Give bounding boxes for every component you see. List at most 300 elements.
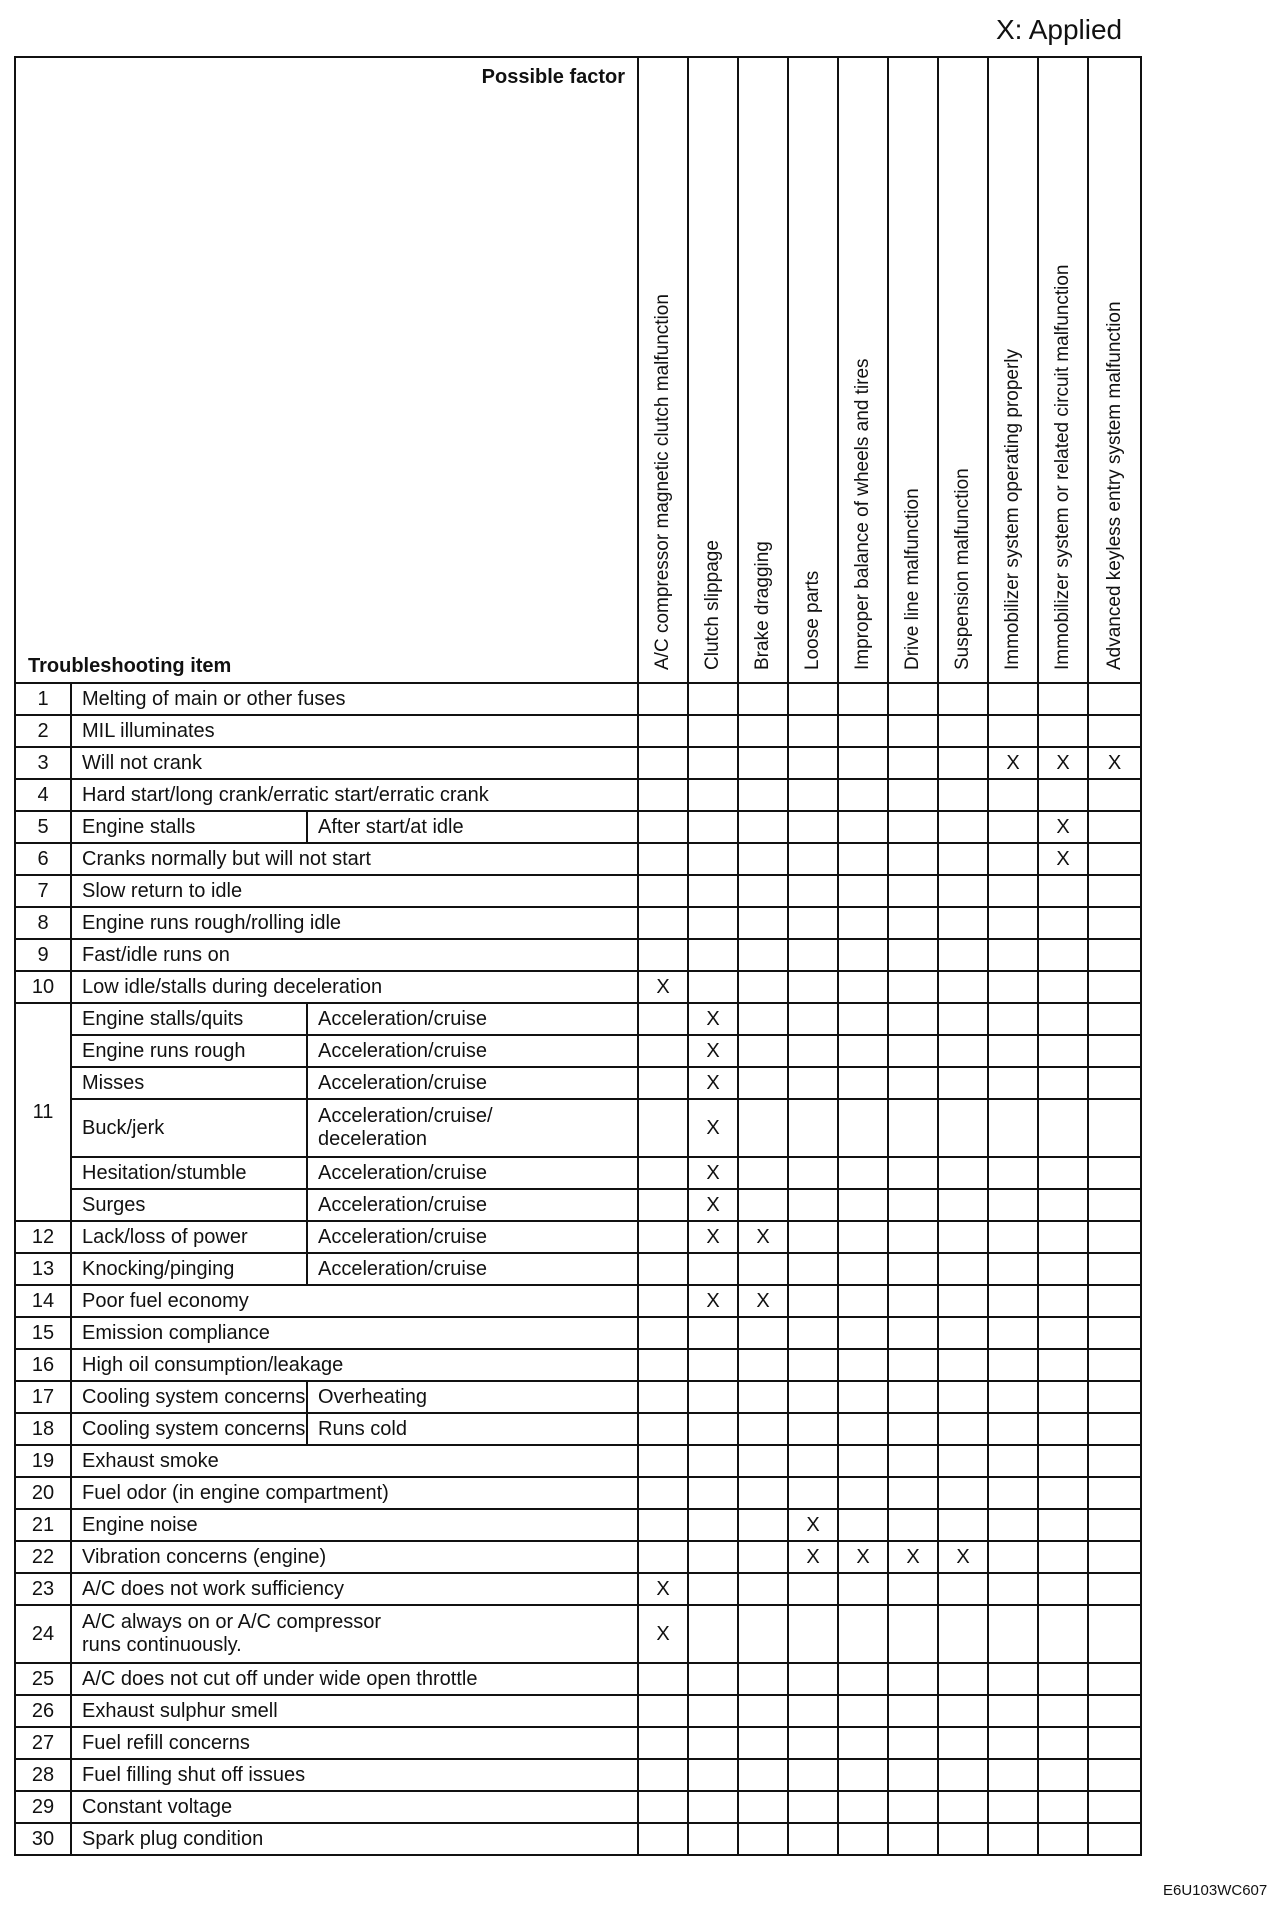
applied-mark: X xyxy=(688,1067,738,1099)
applied-mark xyxy=(938,1573,988,1605)
applied-mark xyxy=(888,779,938,811)
applied-mark xyxy=(638,715,688,747)
applied-mark: X xyxy=(688,1035,738,1067)
factor-header xyxy=(738,57,788,683)
applied-mark xyxy=(1088,1349,1141,1381)
applied-mark xyxy=(788,971,838,1003)
applied-mark xyxy=(888,875,938,907)
applied-mark xyxy=(988,1573,1038,1605)
factor-header xyxy=(638,57,688,683)
applied-mark xyxy=(888,811,938,843)
applied-mark xyxy=(638,1381,688,1413)
applied-mark xyxy=(888,747,938,779)
applied-mark xyxy=(688,1573,738,1605)
table-row xyxy=(15,1663,1141,1695)
troubleshooting-item: Will not crank xyxy=(71,747,638,779)
applied-mark xyxy=(1088,1253,1141,1285)
applied-mark xyxy=(1038,1189,1088,1221)
row-number: 15 xyxy=(15,1317,71,1349)
applied-mark xyxy=(988,1477,1038,1509)
applied-mark xyxy=(738,779,788,811)
table-row xyxy=(15,1727,1141,1759)
applied-mark xyxy=(788,1381,838,1413)
row-number: 13 xyxy=(15,1253,71,1285)
row-number: 3 xyxy=(15,747,71,779)
applied-mark xyxy=(638,1695,688,1727)
applied-mark xyxy=(638,1285,688,1317)
applied-mark xyxy=(788,1791,838,1823)
condition: Acceleration/cruise xyxy=(307,1003,638,1035)
applied-mark xyxy=(738,1035,788,1067)
troubleshooting-item: Exhaust sulphur smell xyxy=(71,1695,638,1727)
troubleshooting-item: Engine stalls xyxy=(71,811,307,843)
applied-mark xyxy=(638,1823,688,1855)
applied-mark xyxy=(938,1727,988,1759)
applied-mark: X xyxy=(788,1541,838,1573)
table-row xyxy=(15,1381,1141,1413)
applied-mark xyxy=(1038,1759,1088,1791)
applied-mark xyxy=(888,1099,938,1157)
table-row xyxy=(15,875,1141,907)
applied-mark xyxy=(888,907,938,939)
applied-mark xyxy=(738,1759,788,1791)
applied-mark xyxy=(888,1445,938,1477)
row-number: 11 xyxy=(15,1003,71,1221)
applied-mark xyxy=(788,1035,838,1067)
applied-mark xyxy=(788,811,838,843)
applied-mark xyxy=(688,875,738,907)
applied-mark xyxy=(1038,1349,1088,1381)
applied-mark xyxy=(938,1067,988,1099)
applied-mark xyxy=(638,843,688,875)
applied-mark xyxy=(688,811,738,843)
applied-mark xyxy=(788,1189,838,1221)
applied-mark xyxy=(738,1823,788,1855)
applied-mark xyxy=(1038,907,1088,939)
troubleshooting-item: Exhaust smoke xyxy=(71,1445,638,1477)
applied-mark xyxy=(1088,875,1141,907)
applied-mark xyxy=(638,1445,688,1477)
applied-mark xyxy=(888,1573,938,1605)
row-number: 4 xyxy=(15,779,71,811)
applied-mark xyxy=(888,1695,938,1727)
possible-factor-label: Possible factor xyxy=(481,66,626,88)
applied-mark xyxy=(788,779,838,811)
factor-label: Brake dragging xyxy=(752,541,774,670)
applied-mark xyxy=(938,907,988,939)
row-number: 19 xyxy=(15,1445,71,1477)
troubleshooting-item: High oil consumption/leakage xyxy=(71,1349,638,1381)
applied-mark xyxy=(738,1413,788,1445)
applied-mark xyxy=(938,1381,988,1413)
applied-mark xyxy=(688,683,738,715)
applied-mark xyxy=(888,971,938,1003)
applied-mark xyxy=(938,875,988,907)
applied-mark xyxy=(638,811,688,843)
factor-label: Advanced keyless entry system malfunction xyxy=(1103,301,1125,670)
applied-mark xyxy=(988,1189,1038,1221)
applied-mark xyxy=(988,715,1038,747)
applied-mark xyxy=(838,1099,888,1157)
applied-mark xyxy=(988,1157,1038,1189)
applied-mark xyxy=(738,971,788,1003)
applied-mark xyxy=(688,1445,738,1477)
applied-mark xyxy=(738,1317,788,1349)
troubleshooting-item: Emission compliance xyxy=(71,1317,638,1349)
applied-mark xyxy=(1038,1003,1088,1035)
applied-mark: X xyxy=(1038,811,1088,843)
applied-mark xyxy=(1038,1541,1088,1573)
table-row xyxy=(15,1477,1141,1509)
applied-mark xyxy=(688,1759,738,1791)
table-row xyxy=(15,1003,1141,1035)
applied-mark xyxy=(1038,1477,1088,1509)
table-row xyxy=(15,1067,1141,1099)
troubleshooting-item: Low idle/stalls during deceleration xyxy=(71,971,638,1003)
troubleshooting-item-label: Troubleshooting item xyxy=(28,655,232,677)
table-row xyxy=(15,683,1141,715)
applied-mark xyxy=(938,1823,988,1855)
applied-mark: X xyxy=(688,1099,738,1157)
applied-mark xyxy=(1088,971,1141,1003)
factor-label: Clutch slippage xyxy=(702,540,724,670)
troubleshooting-item: Constant voltage xyxy=(71,1791,638,1823)
applied-mark xyxy=(688,1381,738,1413)
troubleshooting-item: Fuel filling shut off issues xyxy=(71,1759,638,1791)
table-row xyxy=(15,1035,1141,1067)
applied-mark xyxy=(738,1605,788,1663)
applied-mark xyxy=(688,1791,738,1823)
troubleshooting-item: A/C always on or A/C compressor runs continuously. xyxy=(71,1605,638,1663)
applied-mark xyxy=(738,1663,788,1695)
applied-mark xyxy=(788,1317,838,1349)
table-row xyxy=(15,1285,1141,1317)
applied-mark xyxy=(1088,1003,1141,1035)
troubleshooting-item: Engine runs rough xyxy=(71,1035,307,1067)
applied-mark: X xyxy=(688,1189,738,1221)
applied-mark xyxy=(838,1573,888,1605)
applied-mark xyxy=(838,1035,888,1067)
applied-mark xyxy=(838,1189,888,1221)
applied-mark xyxy=(1038,779,1088,811)
applied-mark xyxy=(638,1541,688,1573)
applied-mark xyxy=(938,779,988,811)
applied-mark xyxy=(688,1695,738,1727)
applied-mark xyxy=(838,939,888,971)
applied-mark xyxy=(738,683,788,715)
applied-mark xyxy=(938,1413,988,1445)
applied-mark xyxy=(1088,779,1141,811)
applied-mark xyxy=(738,1003,788,1035)
applied-mark xyxy=(738,1381,788,1413)
applied-mark xyxy=(838,843,888,875)
applied-mark xyxy=(788,1099,838,1157)
applied-mark xyxy=(1038,875,1088,907)
applied-mark xyxy=(838,1823,888,1855)
row-number: 12 xyxy=(15,1221,71,1253)
applied-mark xyxy=(1088,1035,1141,1067)
applied-mark xyxy=(838,683,888,715)
troubleshooting-item: Poor fuel economy xyxy=(71,1285,638,1317)
applied-mark xyxy=(838,1445,888,1477)
applied-mark xyxy=(638,1157,688,1189)
applied-mark xyxy=(988,1663,1038,1695)
applied-mark xyxy=(988,1413,1038,1445)
applied-mark xyxy=(938,843,988,875)
troubleshooting-item: Hesitation/stumble xyxy=(71,1157,307,1189)
applied-mark xyxy=(1038,715,1088,747)
applied-mark xyxy=(638,1759,688,1791)
troubleshooting-matrix xyxy=(14,56,1142,1856)
row-number: 8 xyxy=(15,907,71,939)
row-number: 18 xyxy=(15,1413,71,1445)
applied-mark xyxy=(788,1253,838,1285)
applied-mark xyxy=(1088,1157,1141,1189)
applied-mark xyxy=(1088,715,1141,747)
applied-mark xyxy=(688,1605,738,1663)
table-row xyxy=(15,811,1141,843)
applied-mark xyxy=(988,1003,1038,1035)
troubleshooting-item: Engine noise xyxy=(71,1509,638,1541)
applied-mark xyxy=(988,1605,1038,1663)
row-number: 17 xyxy=(15,1381,71,1413)
applied-mark xyxy=(838,875,888,907)
applied-mark: X xyxy=(888,1541,938,1573)
factor-header xyxy=(688,57,738,683)
table-row xyxy=(15,1253,1141,1285)
applied-mark xyxy=(838,1663,888,1695)
applied-mark xyxy=(838,779,888,811)
applied-mark xyxy=(1088,843,1141,875)
applied-mark xyxy=(1088,1099,1141,1157)
applied-mark xyxy=(938,1157,988,1189)
applied-mark xyxy=(638,1349,688,1381)
applied-mark xyxy=(788,1695,838,1727)
applied-mark xyxy=(838,971,888,1003)
troubleshooting-item: Hard start/long crank/erratic start/erratic crank xyxy=(71,779,638,811)
applied-mark xyxy=(638,1317,688,1349)
applied-mark xyxy=(938,1253,988,1285)
applied-mark xyxy=(838,1477,888,1509)
applied-mark xyxy=(688,1509,738,1541)
applied-mark xyxy=(688,939,738,971)
applied-mark xyxy=(788,1349,838,1381)
row-number: 20 xyxy=(15,1477,71,1509)
applied-mark xyxy=(688,747,738,779)
applied-mark xyxy=(1088,1759,1141,1791)
table-row xyxy=(15,1573,1141,1605)
applied-mark xyxy=(938,1285,988,1317)
table-row xyxy=(15,1509,1141,1541)
table-row xyxy=(15,779,1141,811)
applied-mark xyxy=(888,1003,938,1035)
applied-mark xyxy=(938,1663,988,1695)
applied-mark: X xyxy=(838,1541,888,1573)
applied-mark xyxy=(788,1003,838,1035)
condition: Acceleration/cruise xyxy=(307,1035,638,1067)
applied-mark xyxy=(888,1823,938,1855)
applied-mark xyxy=(738,1445,788,1477)
applied-mark xyxy=(738,715,788,747)
troubleshooting-item: Surges xyxy=(71,1189,307,1221)
applied-mark xyxy=(1088,1285,1141,1317)
row-number: 22 xyxy=(15,1541,71,1573)
applied-mark xyxy=(788,1157,838,1189)
applied-mark xyxy=(988,1445,1038,1477)
table-row xyxy=(15,907,1141,939)
applied-mark xyxy=(1038,1285,1088,1317)
applied-mark: X xyxy=(938,1541,988,1573)
applied-mark xyxy=(1038,1663,1088,1695)
applied-mark xyxy=(1038,939,1088,971)
applied-mark xyxy=(988,683,1038,715)
applied-mark xyxy=(1088,1317,1141,1349)
applied-mark xyxy=(1038,1317,1088,1349)
row-number: 6 xyxy=(15,843,71,875)
applied-mark xyxy=(1038,1445,1088,1477)
applied-mark xyxy=(1088,1573,1141,1605)
troubleshooting-item: Fuel refill concerns xyxy=(71,1727,638,1759)
applied-mark xyxy=(988,1035,1038,1067)
table-row xyxy=(15,1099,1141,1157)
applied-mark xyxy=(688,1541,738,1573)
condition: Acceleration/cruise xyxy=(307,1067,638,1099)
applied-mark xyxy=(738,1477,788,1509)
troubleshooting-item: Cranks normally but will not start xyxy=(71,843,638,875)
applied-mark: X xyxy=(738,1285,788,1317)
applied-mark xyxy=(1038,1605,1088,1663)
applied-mark xyxy=(988,843,1038,875)
applied-mark xyxy=(788,1413,838,1445)
table-row xyxy=(15,1541,1141,1573)
table-row xyxy=(15,1413,1141,1445)
applied-mark: X xyxy=(688,1285,738,1317)
applied-mark xyxy=(688,1413,738,1445)
applied-mark xyxy=(688,1727,738,1759)
applied-mark xyxy=(838,1317,888,1349)
row-number: 16 xyxy=(15,1349,71,1381)
applied-mark xyxy=(1038,1157,1088,1189)
condition: Acceleration/cruise xyxy=(307,1157,638,1189)
applied-mark xyxy=(738,1509,788,1541)
applied-mark xyxy=(988,1509,1038,1541)
table-row xyxy=(15,1445,1141,1477)
applied-mark xyxy=(838,747,888,779)
applied-mark: X xyxy=(1038,843,1088,875)
applied-mark xyxy=(838,1067,888,1099)
applied-mark xyxy=(1088,1413,1141,1445)
applied-mark xyxy=(1038,683,1088,715)
applied-mark xyxy=(638,747,688,779)
applied-mark xyxy=(1038,1413,1088,1445)
applied-mark xyxy=(888,1067,938,1099)
applied-mark xyxy=(1088,1381,1141,1413)
applied-mark xyxy=(988,1221,1038,1253)
applied-mark xyxy=(938,1189,988,1221)
applied-mark xyxy=(1038,1221,1088,1253)
applied-mark xyxy=(638,907,688,939)
applied-mark xyxy=(988,1349,1038,1381)
applied-mark xyxy=(838,1727,888,1759)
applied-mark xyxy=(1088,811,1141,843)
table-row xyxy=(15,1605,1141,1663)
applied-mark xyxy=(788,747,838,779)
applied-mark xyxy=(638,1663,688,1695)
applied-mark xyxy=(788,1445,838,1477)
applied-mark xyxy=(1038,1727,1088,1759)
applied-mark xyxy=(1088,907,1141,939)
applied-mark xyxy=(888,683,938,715)
row-number: 14 xyxy=(15,1285,71,1317)
applied-mark xyxy=(788,1605,838,1663)
applied-mark xyxy=(738,1791,788,1823)
applied-mark xyxy=(988,779,1038,811)
applied-mark xyxy=(938,747,988,779)
applied-mark xyxy=(688,1663,738,1695)
applied-mark xyxy=(638,1413,688,1445)
troubleshooting-item: Slow return to idle xyxy=(71,875,638,907)
applied-mark xyxy=(738,1349,788,1381)
applied-mark xyxy=(838,1381,888,1413)
row-number: 24 xyxy=(15,1605,71,1663)
row-number: 28 xyxy=(15,1759,71,1791)
applied-mark xyxy=(788,843,838,875)
applied-mark xyxy=(1088,1541,1141,1573)
row-number: 25 xyxy=(15,1663,71,1695)
applied-mark xyxy=(988,1285,1038,1317)
applied-mark xyxy=(788,1477,838,1509)
factor-header xyxy=(838,57,888,683)
condition: Acceleration/cruise xyxy=(307,1253,638,1285)
row-number: 7 xyxy=(15,875,71,907)
applied-mark xyxy=(688,907,738,939)
troubleshooting-item: Lack/loss of power xyxy=(71,1221,307,1253)
applied-mark xyxy=(688,1823,738,1855)
applied-mark xyxy=(888,1253,938,1285)
applied-mark xyxy=(1088,1067,1141,1099)
applied-mark xyxy=(888,1477,938,1509)
factor-label: Loose parts xyxy=(802,570,824,670)
row-number: 21 xyxy=(15,1509,71,1541)
row-number: 30 xyxy=(15,1823,71,1855)
applied-mark xyxy=(888,1157,938,1189)
applied-mark xyxy=(738,1157,788,1189)
applied-mark xyxy=(788,1727,838,1759)
applied-mark xyxy=(938,1509,988,1541)
applied-mark xyxy=(738,1099,788,1157)
applied-mark xyxy=(1088,1189,1141,1221)
condition: Runs cold xyxy=(307,1413,638,1445)
applied-mark xyxy=(1038,1381,1088,1413)
row-number: 10 xyxy=(15,971,71,1003)
applied-mark xyxy=(838,1791,888,1823)
applied-mark xyxy=(938,1445,988,1477)
applied-mark xyxy=(788,1573,838,1605)
row-number: 9 xyxy=(15,939,71,971)
applied-mark xyxy=(1038,1035,1088,1067)
applied-mark xyxy=(888,939,938,971)
applied-mark xyxy=(988,875,1038,907)
applied-mark xyxy=(888,1605,938,1663)
applied-mark xyxy=(1088,1663,1141,1695)
troubleshooting-item: Fast/idle runs on xyxy=(71,939,638,971)
applied-mark xyxy=(1088,1509,1141,1541)
applied-mark xyxy=(638,1477,688,1509)
applied-mark xyxy=(788,715,838,747)
applied-mark xyxy=(738,1727,788,1759)
table-row xyxy=(15,1349,1141,1381)
applied-mark xyxy=(1088,1445,1141,1477)
